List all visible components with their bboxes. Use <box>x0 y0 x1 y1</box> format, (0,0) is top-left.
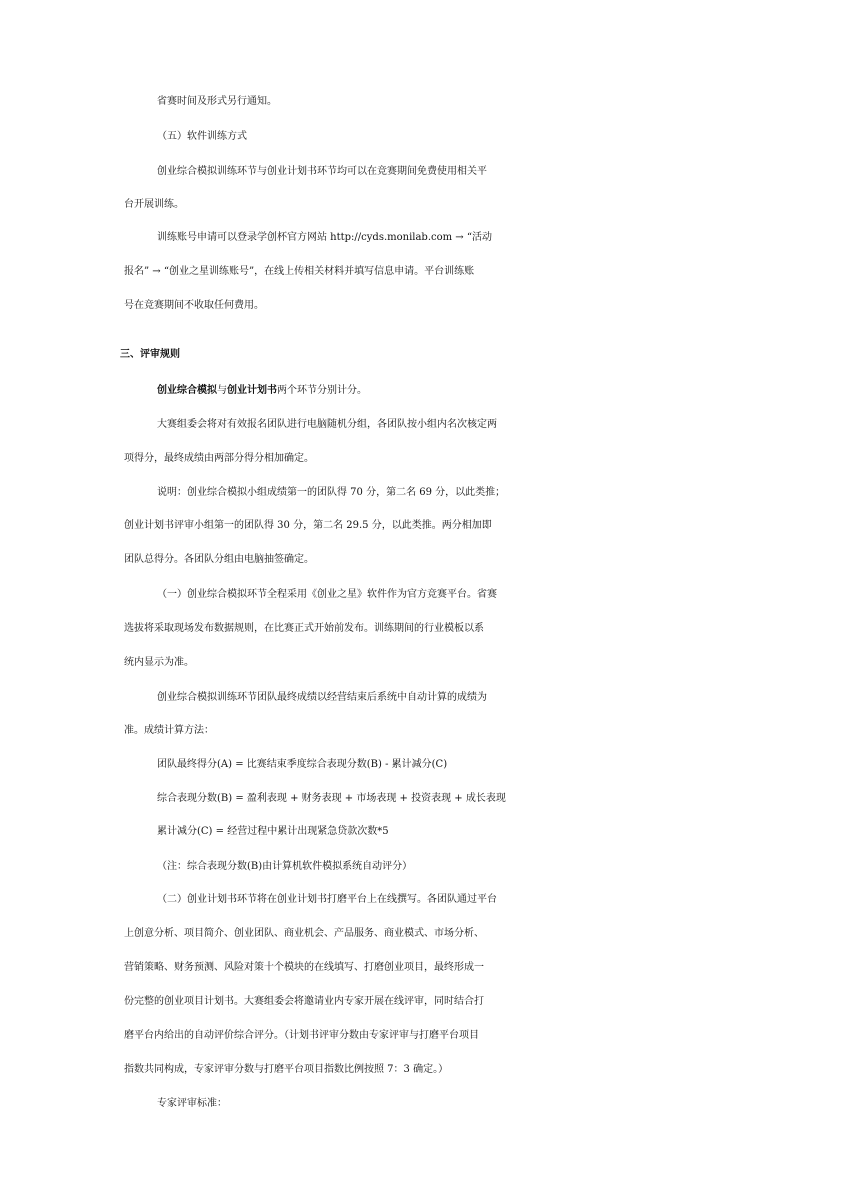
rest-text: 两个环节分别计分。 <box>277 385 367 396</box>
section-heading: 三、评审规则 <box>120 349 180 360</box>
paragraph-line: 份完整的创业项目计划书。大赛组委会将邀请业内专家开展在线评审，同时结合打 <box>124 996 484 1007</box>
paragraph-line: 大赛组委会将对有效报名团队进行电脑随机分组，各团队按小组内名次核定两 <box>157 419 497 430</box>
paragraph-line: 营销策略、财务预测、风险对策十个模块的在线填写、打磨创业项目，最终形成一 <box>124 962 484 973</box>
paragraph-line: 选拔将采取现场发布数据规则，在比赛正式开始前发布。训练期间的行业模板以系 <box>124 623 484 634</box>
paragraph-line: 创业综合模拟训练环节团队最终成绩以经营结束后系统中自动计算的成绩为 <box>157 692 487 703</box>
formula-line: 团队最终得分(A) = 比赛结束季度综合表现分数(B) - 累计减分(C) <box>157 759 448 770</box>
paragraph-line: 上创意分析、项目简介、创业团队、商业机会、产品服务、商业模式、市场分析、 <box>124 928 484 939</box>
rule-intro-line <box>0 379 849 403</box>
paragraph-line: 号在竞赛期间不收取任何费用。 <box>124 300 264 311</box>
paragraph-line: （一）创业综合模拟环节全程采用《创业之星》软件作为官方竞赛平台。省赛 <box>157 589 497 600</box>
paragraph-line: 指数共同构成，专家评审分数与打磨平台项目指数比例按照 7：3 确定。） <box>124 1064 449 1075</box>
formula-line: 综合表现分数(B) = 盈利表现 + 财务表现 + 市场表现 + 投资表现 + 成长表现 <box>157 793 506 804</box>
section-subheading: （五）软件训练方式 <box>157 131 247 142</box>
bold-term: 创业计划书 <box>227 385 277 396</box>
note-line: （注：综合表现分数(B)由计算机软件模拟系统自动评分） <box>157 861 413 872</box>
paragraph-line: 准。成绩计算方法： <box>124 725 214 736</box>
paragraph-line: 台开展训练。 <box>124 199 184 210</box>
paragraph-line: 统内显示为准。 <box>124 657 194 668</box>
paragraph-line: 说明：创业综合模拟小组成绩第一的团队得 70 分，第二名 69 分，以此类推； <box>157 487 506 498</box>
paragraph-line: 训练账号申请可以登录学创杯官方网站 http://cyds.monilab.com → “活动 <box>157 232 492 243</box>
join-text: 与 <box>217 385 227 396</box>
paragraph-line: 创业计划书评审小组第一的团队得 30 分，第二名 29.5 分，以此类推。两分相加即 <box>124 520 492 531</box>
paragraph-line: 报名” → “创业之星训练账号”，在线上传相关材料并填写信息申请。平台训练账 <box>124 266 475 277</box>
paragraph-line: 团队总得分。各团队分组由电脑抽签确定。 <box>124 554 314 565</box>
bold-term: 创业综合模拟 <box>157 385 217 396</box>
paragraph-line: （二）创业计划书环节将在创业计划书打磨平台上在线撰写。各团队通过平台 <box>157 894 497 905</box>
paragraph-line: 省赛时间及形式另行通知。 <box>157 96 277 107</box>
paragraph-line: 创业综合模拟训练环节与创业计划书环节均可以在竞赛期间免费使用相关平 <box>157 166 487 177</box>
formula-line: 累计减分(C) = 经营过程中累计出现紧急贷款次数*5 <box>157 826 389 837</box>
paragraph-line: 磨平台内给出的自动评价综合评分。（计划书评审分数由专家评审与打磨平台项目 <box>124 1030 479 1041</box>
paragraph-line: 专家评审标准： <box>157 1098 227 1109</box>
paragraph-line: 项得分，最终成绩由两部分得分相加确定。 <box>124 453 314 464</box>
